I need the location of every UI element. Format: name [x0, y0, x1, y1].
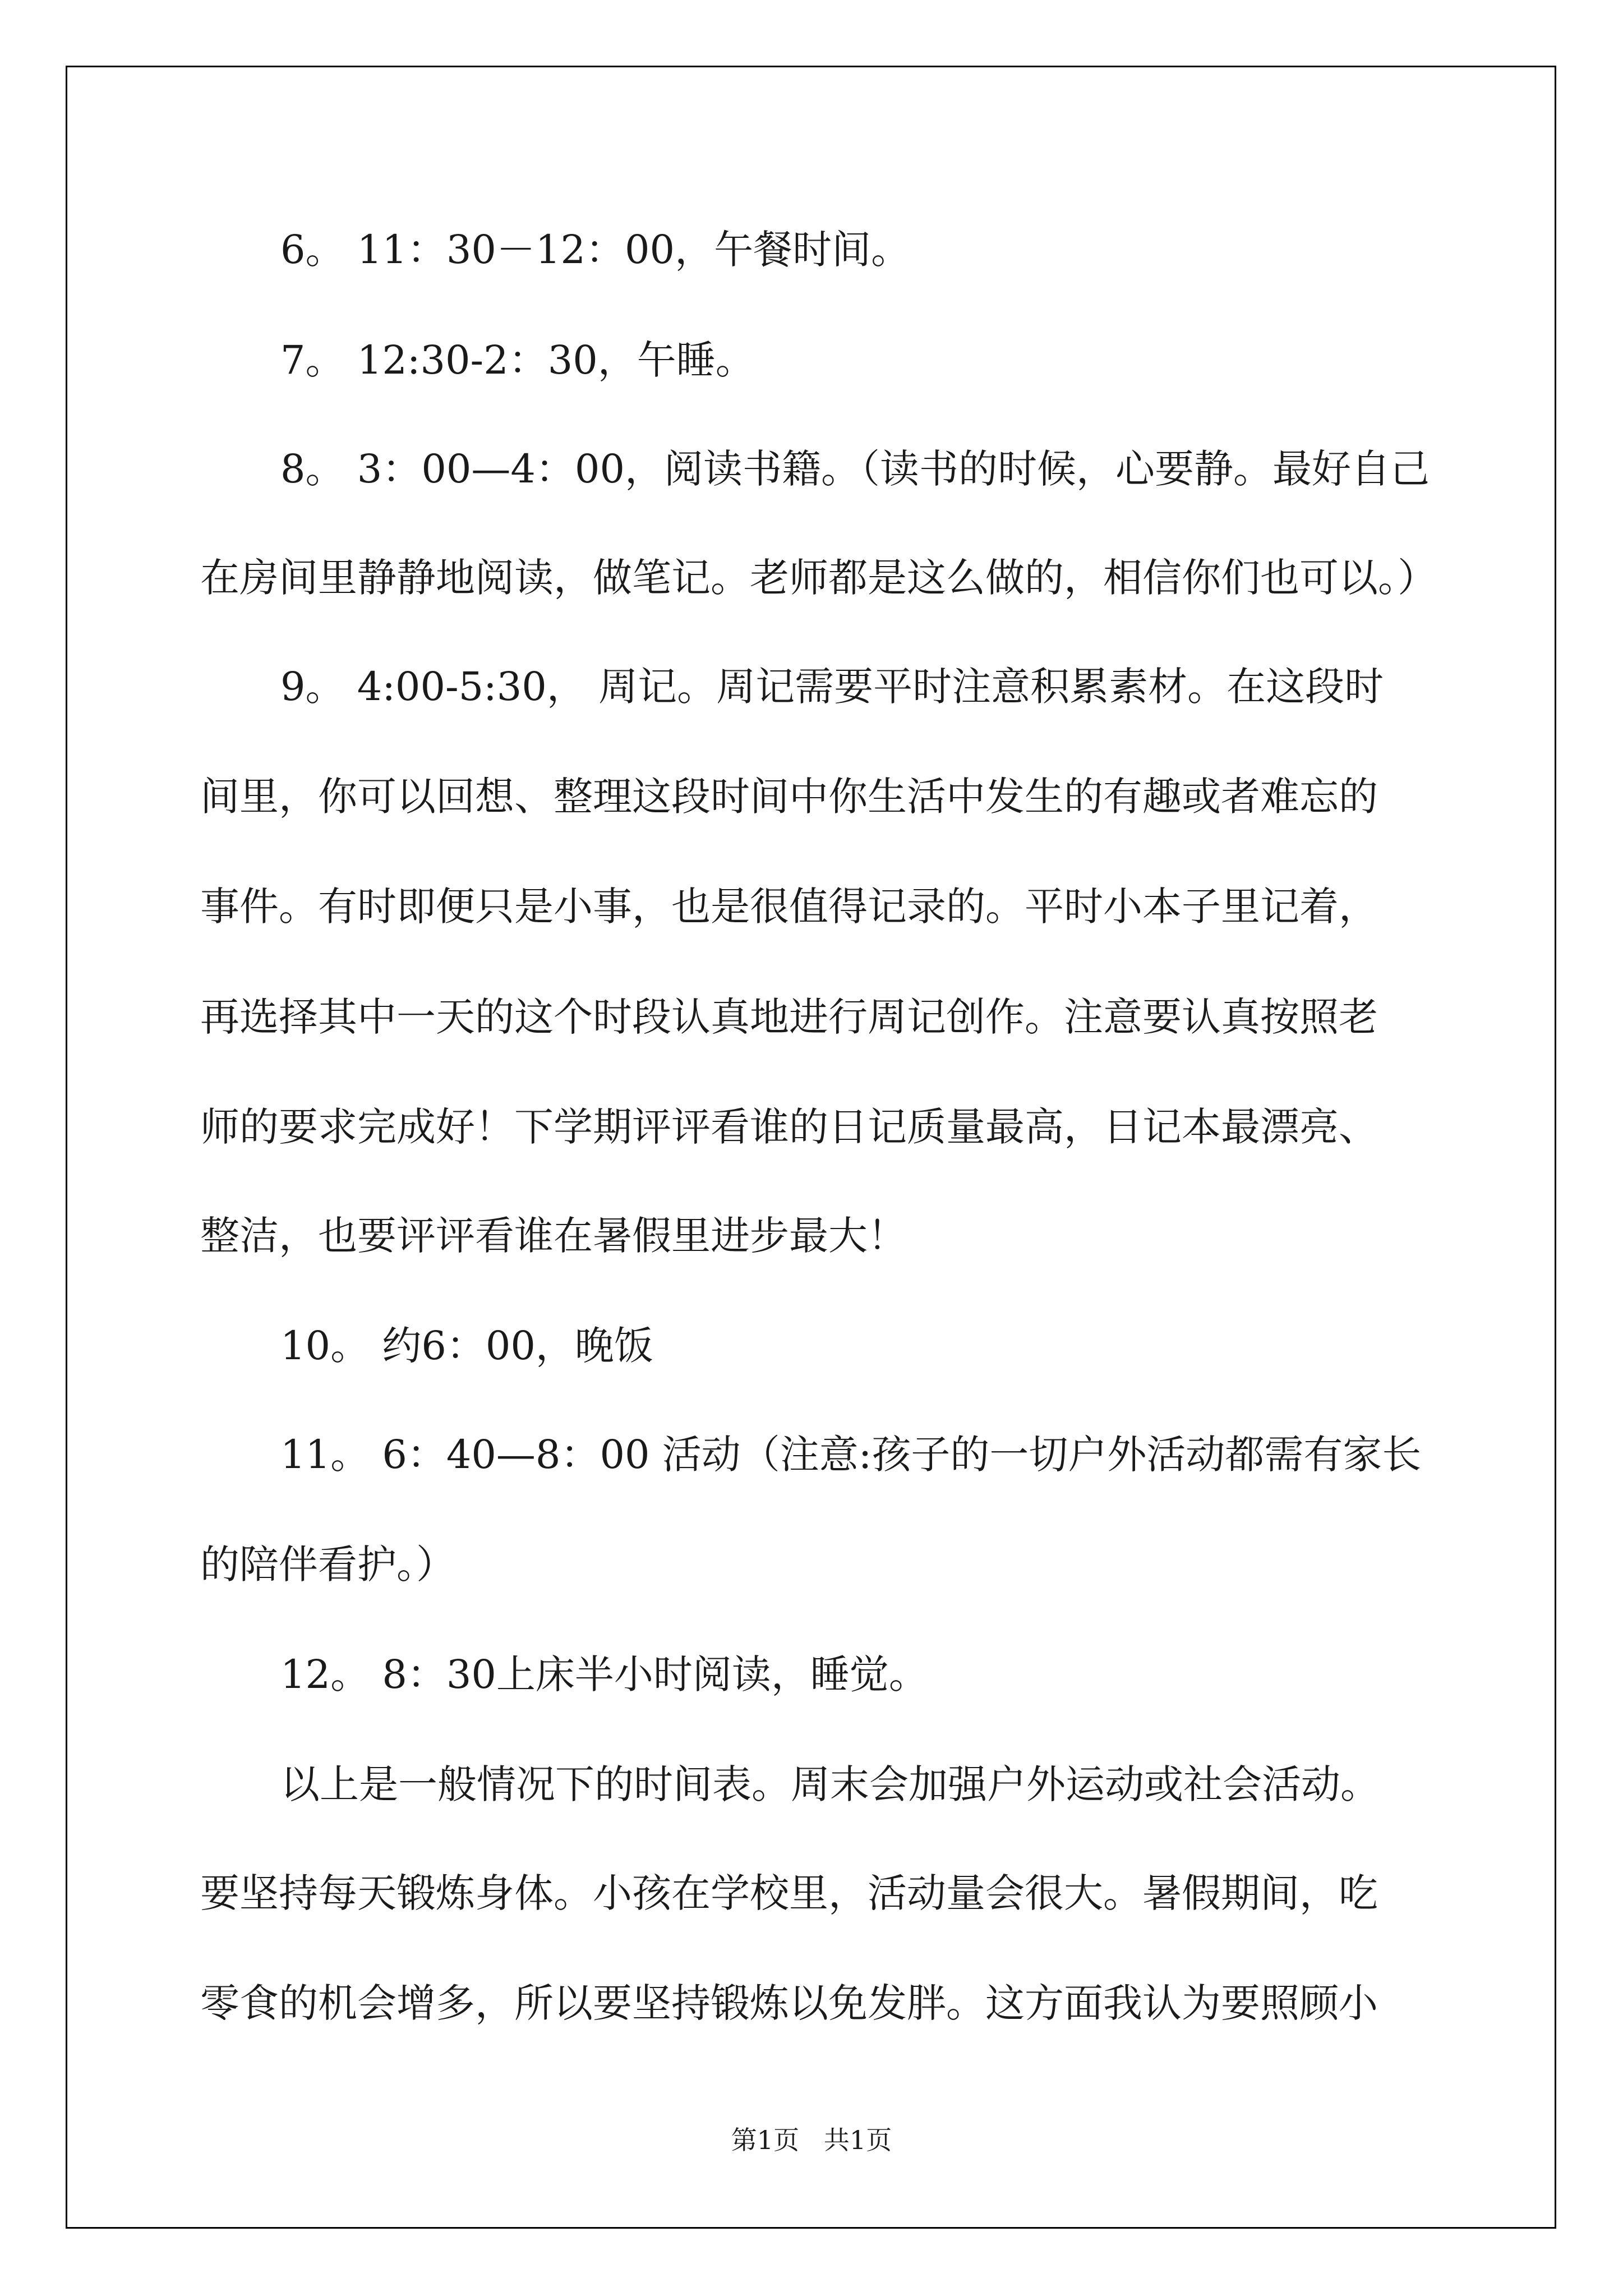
page-footer: 第1页 共1页 — [731, 2125, 892, 2155]
text-line-8: 再选择其中一天的这个时段认真地进行周记创作。注意要认真按照老 — [200, 994, 1378, 1040]
text-line-15: 以上是一般情况下的时间表。周末会加强户外运动或社会活动。 — [280, 1761, 1380, 1807]
text-line-10: 整洁，也要评评看谁在暑假里进步最大！ — [200, 1213, 907, 1259]
text-line-2: 7。 12:30-2：30，午睡。 — [280, 337, 755, 383]
text-line-4: 在房间里静静地阅读，做笔记。老师都是这么做的，相信你们也可以。） — [200, 555, 1437, 601]
text-line-3: 8。 3：00—4：00，阅读书籍。（读书的时候，心要静。最好自己 — [280, 446, 1430, 492]
text-line-16: 要坚持每天锻炼身体。小孩在学校里，活动量会很大。暑假期间，吃 — [200, 1870, 1378, 1916]
text-line-6: 间里，你可以回想、整理这段时间中你生活中发生的有趣或者难忘的 — [200, 774, 1378, 820]
text-line-1: 6。 11：30－12：00，午餐时间。 — [280, 227, 911, 273]
text-line-11: 10。 约6：00，晚饭 — [280, 1323, 653, 1369]
text-line-17: 零食的机会增多，所以要坚持锻炼以免发胖。这方面我认为要照顾小 — [200, 1980, 1378, 2026]
text-line-13: 的陪伴看护。） — [200, 1542, 455, 1588]
text-line-5: 9。 4:00-5:30， 周记。周记需要平时注意积累素材。在这段时 — [280, 664, 1384, 710]
text-line-7: 事件。有时即便只是小事，也是很值得记录的。平时小本子里记着， — [200, 884, 1378, 930]
text-line-12: 11。 6：40—8：00 活动（注意:孩子的一切户外活动都需有家长 — [280, 1432, 1422, 1478]
text-line-9: 师的要求完成好！下学期评评看谁的日记质量最高，日记本最漂亮、 — [200, 1104, 1378, 1150]
text-line-14: 12。 8：30上床半小时阅读，睡觉。 — [280, 1651, 928, 1697]
